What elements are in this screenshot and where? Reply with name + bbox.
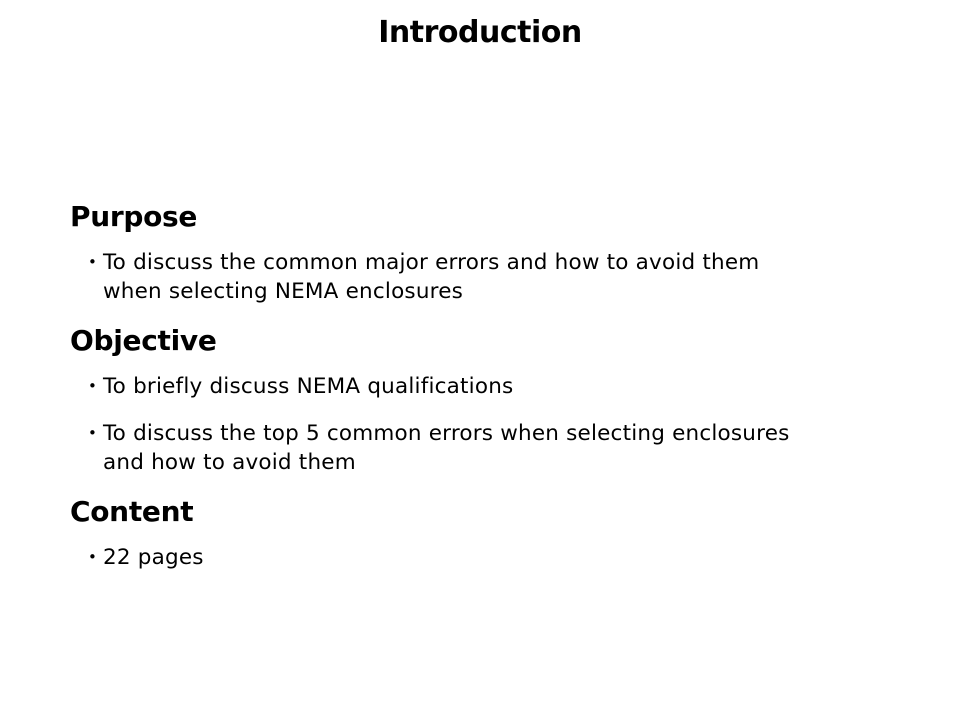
bullet-icon: • xyxy=(88,548,98,566)
bullet-item xyxy=(70,543,920,572)
bullet-line: when selecting NEMA enclosures xyxy=(103,279,464,304)
bullet-item xyxy=(70,372,920,401)
bullet-icon: • xyxy=(88,424,98,442)
section-heading-content: Content xyxy=(70,495,194,528)
bullet-line: and how to avoid them xyxy=(103,450,356,475)
bullet-line: 22 pages xyxy=(103,545,204,570)
bullet-text xyxy=(103,419,790,477)
bullet-item xyxy=(70,419,920,477)
bullet-item xyxy=(70,248,920,306)
bullet-icon: • xyxy=(88,377,98,395)
slide-body xyxy=(70,200,920,572)
bullet-text xyxy=(103,372,513,401)
bullet-icon: • xyxy=(88,253,98,271)
bullet-line: To discuss the top 5 common errors when selecting enclosures xyxy=(103,421,790,446)
section-heading-purpose: Purpose xyxy=(70,200,198,233)
section-heading-objective: Objective xyxy=(70,324,217,357)
bullet-text xyxy=(103,248,759,306)
slide-title: Introduction xyxy=(378,15,582,50)
bullet-text xyxy=(103,543,204,572)
bullet-line: To briefly discuss NEMA qualifications xyxy=(103,374,514,399)
bullet-line: To discuss the common major errors and how to avoid them xyxy=(103,250,760,275)
